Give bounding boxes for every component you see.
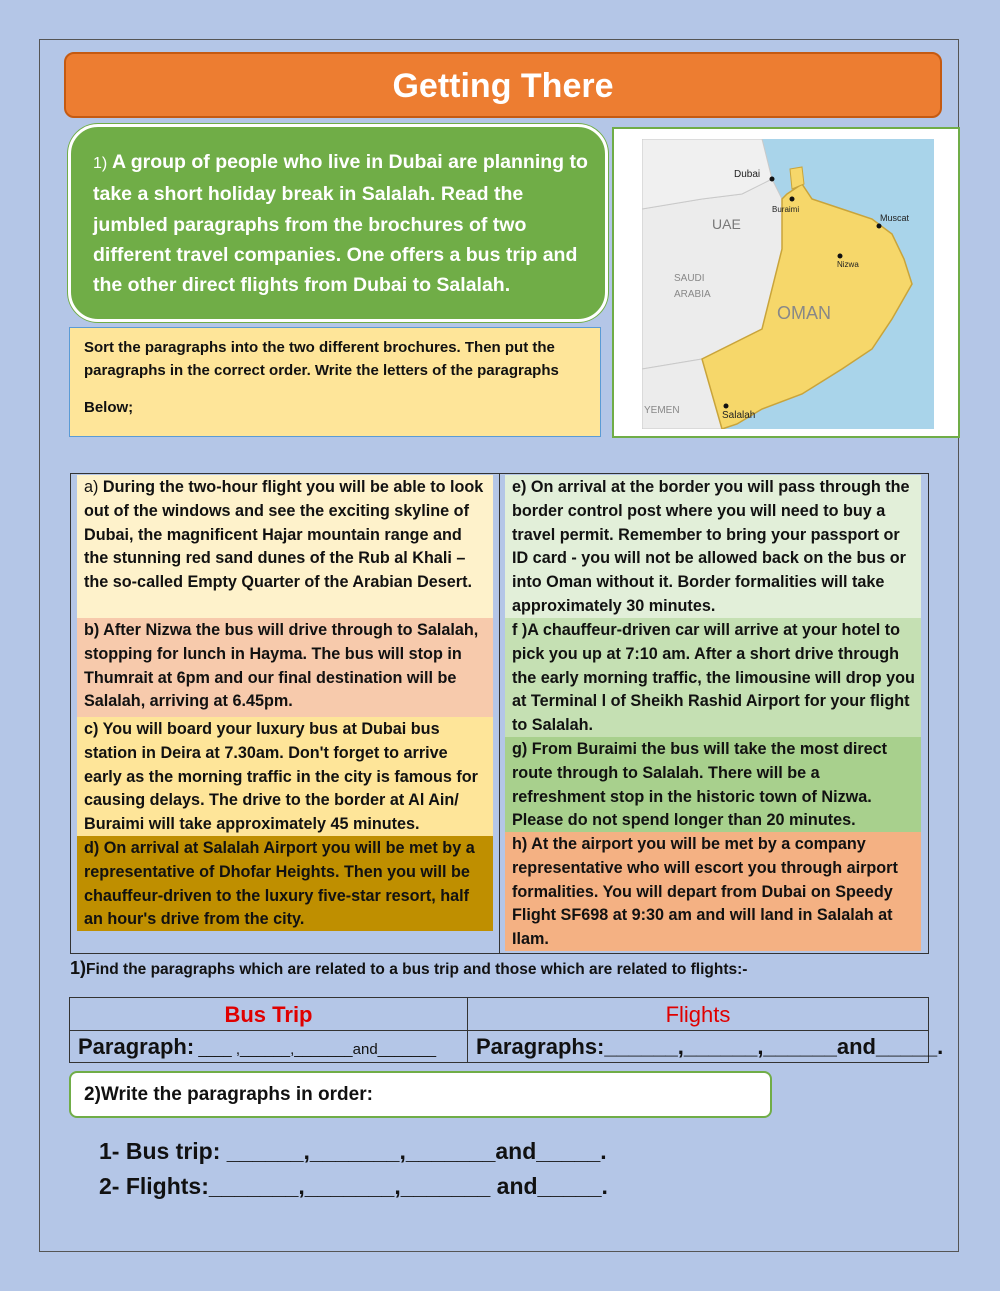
paragraph-c-text: c) You will board your luxury bus at Dubai bus station in Deira at 7.30am. Don't forget to arrive early as the morning traffic in the city is famous for causing delays. The drive to the border at Al Ain/ Buraimi will take approximately 45 minutes. — [84, 720, 478, 834]
paragraph-f-text: f )A chauffeur-driven car will arrive at your hotel to pick you up at 7:10 am. After a short drive through the early morning traffic, the limousine will drop you at Terminal l of Sheikh Rashid Airport for your flight to Salalah. — [512, 621, 915, 735]
paragraph-b-text: b) After Nizwa the bus will drive through to Salalah, stopping for lunch in Hayma. The bus will stop in Thumrait at 6pm and our final destination will be Salalah, arriving at 6.45pm. — [84, 621, 479, 711]
paragraph-a — [77, 475, 493, 618]
map-marker-salalah — [724, 404, 729, 409]
instructions-box — [69, 327, 601, 437]
question-1 — [70, 958, 747, 979]
flights-header: Flights — [665, 1002, 731, 1027]
bus-trip-answer[interactable] — [78, 1032, 436, 1062]
bus-trip-answer-blanks[interactable]: ____ ,______,_______and_______ — [194, 1041, 437, 1058]
map-label-salalah: Salalah — [722, 410, 756, 421]
map-graphic — [642, 139, 934, 429]
map-marker-buraimi — [790, 197, 795, 202]
paragraph-g — [505, 737, 921, 832]
answer-table — [69, 997, 944, 1063]
map-label-oman: OMAN — [777, 303, 831, 323]
map-label-dubai: Dubai — [734, 169, 761, 180]
question-2-box: 2)Write the paragraphs in order: — [69, 1071, 772, 1118]
answer-table-row-divider — [70, 1030, 928, 1031]
map-label-buraimi: Buraimi — [772, 205, 800, 214]
question-1-text: Find the paragraphs which are related to a bus trip and those which are related to flights:- — [86, 961, 748, 978]
map-marker-nizwa — [838, 254, 843, 259]
order-flights-line[interactable]: 2- Flights:_______,_______,_______ and_____. — [99, 1173, 608, 1199]
paragraph-e-text: e) On arrival at the border you will pass through the border control post where you will need to buy a travel permit. Remember to bring your passport or ID card - you will not be allowed back on the bus or into Oman without it. Border formalities will take approximately 30 minutes. — [512, 478, 910, 615]
intro-number: 1) — [93, 155, 108, 172]
paragraph-a-text: During the two-hour flight you will be able to look out of the windows and see the exciting skyline of Dubai, the magnificent Hajar mountain range and the stunning red sand dunes of the Rub al Khali – the so-called Empty Quarter of the Arabian Desert. — [84, 478, 484, 592]
order-bus-trip-line[interactable]: 1- Bus trip: ______,_______,_______and_____. — [99, 1138, 607, 1164]
instructions-text: Sort the paragraphs into the two different brochures. Then put the paragraphs in the correct order. Write the letters of the paragraphs — [84, 339, 559, 379]
table-divider — [499, 474, 500, 953]
map-marker-muscat — [877, 224, 882, 229]
paragraph-h-text: h) At the airport you will be met by a company representative who will escort you through airport formalities. You will depart from Dubai on Speedy Flight SF698 at 9:30 am and will land in Salalah at Ilam. — [512, 835, 898, 949]
map-label-arabia: ARABIA — [674, 289, 711, 300]
bus-trip-answer-label: Paragraph: — [78, 1034, 195, 1059]
map-label-yemen: YEMEN — [644, 405, 680, 416]
intro-text: A group of people who live in Dubai are planning to take a short holiday break in Salalah. Read the jumbled paragraphs from the brochures of two different travel companies. One offers a bus trip and the other direct flights from Dubai to Salalah. — [93, 151, 588, 297]
map-label-saudi: SAUDI — [674, 273, 705, 284]
paragraph-h — [505, 832, 921, 951]
paragraph-d-text: d) On arrival at Salalah Airport you will be met by a representative of Dhofar Heights. Then you will be chauffeur-driven to the luxury five-star resort, half an hour's drive from the city. — [84, 839, 475, 929]
instructions-below: Below; — [84, 399, 134, 416]
question-1-number: 1) — [70, 958, 87, 978]
map-label-muscat: Muscat — [880, 213, 910, 223]
paragraph-e — [505, 475, 921, 618]
paragraph-a-letter: a) — [84, 478, 99, 496]
flights-answer[interactable]: Paragraphs:______,______,______and_____. — [476, 1034, 944, 1059]
oman-map — [612, 127, 960, 438]
map-marker-dubai — [770, 177, 775, 182]
intro-box — [68, 124, 608, 322]
paragraph-f — [505, 618, 921, 737]
bus-trip-header: Bus Trip — [224, 1002, 313, 1027]
page-title: Getting There — [64, 52, 942, 118]
paragraph-c — [77, 717, 493, 836]
paragraphs-table — [70, 473, 929, 954]
paragraph-b — [77, 618, 493, 717]
paragraph-g-text: g) From Buraimi the bus will take the most direct route through to Salalah. There will be a refreshment stop in the historic town of Nizwa. Please do not spend longer than 20 minutes. — [512, 740, 888, 830]
paragraph-d — [77, 836, 493, 931]
map-label-uae: UAE — [712, 216, 741, 232]
map-label-nizwa: Nizwa — [837, 260, 859, 269]
